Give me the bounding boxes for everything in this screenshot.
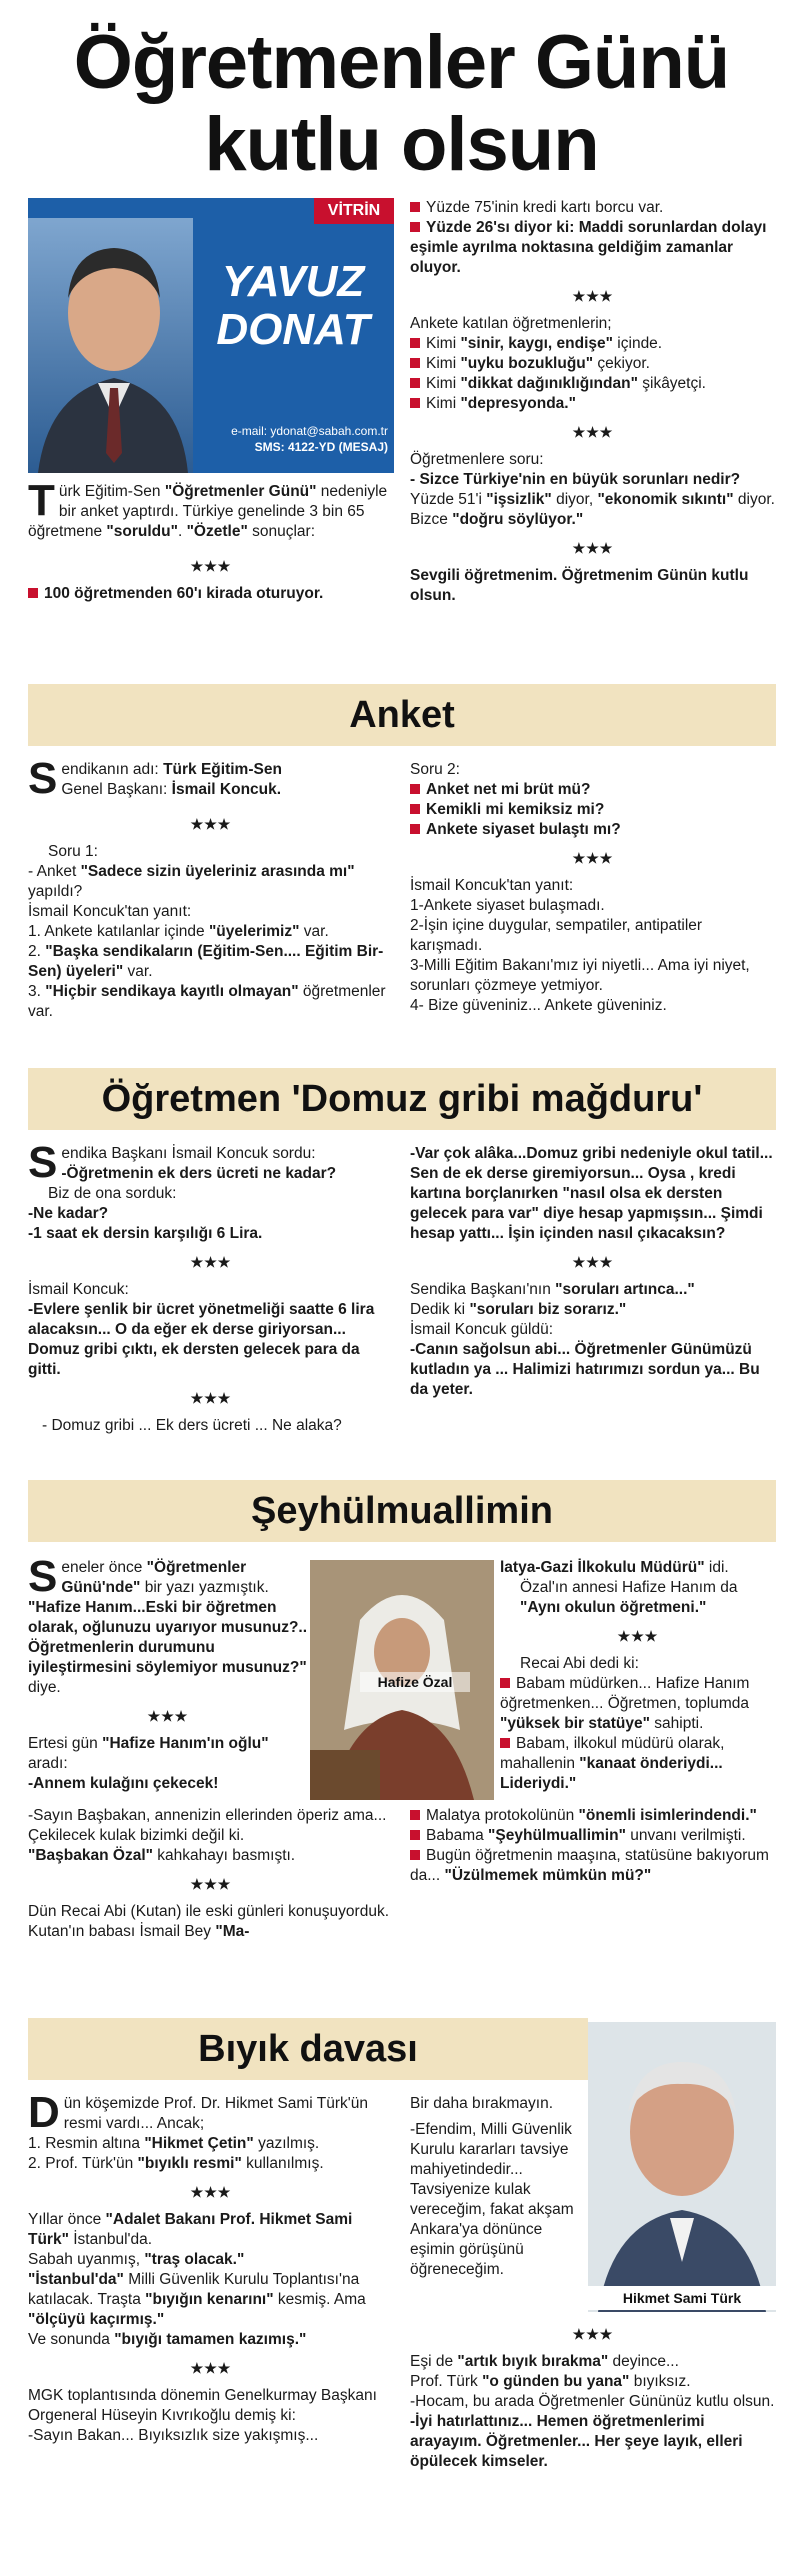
paragraph: Soru 1: [48, 843, 98, 860]
seyh-right-column-wide [410, 1806, 776, 1886]
paragraph: 1. Resmin altına "Hikmet Çetin" yazılmış. [28, 2135, 320, 2152]
paragraph: -Var çok alâka...Domuz gribi nedeniyle okul tatil... Sen de ek derse giremiyorsun... Oysa , kredi kartına borçlanırken "nasıl olsa ek dersten gelecek para var" diye hesap yapmışsın... Şimdi hesap yattı... İşin içinden nasıl çıkacaksın? [410, 1145, 773, 1242]
separator-stars: ★★★ [190, 558, 232, 574]
paragraph: İsmail Koncuk güldü: [410, 1321, 554, 1338]
columnist-sms: SMS: 4122-YD (MESAJ) [254, 440, 388, 454]
paragraph: Dün Recai Abi (Kutan) ile eski günleri konuşuyorduk. Kutan'ın babası İsmail Bey "Ma- [28, 1903, 389, 1940]
paragraph: 3. "Hiçbir sendikaya kayıtlı olmayan" öğretmenler var. [28, 983, 386, 1020]
paragraph: -Sayın Başbakan, annenizin ellerinden öperiz ama... Çekilecek kulak bizimki değil ki. [28, 1807, 387, 1844]
bullet-item: Anket net mi brüt mü? [410, 780, 776, 800]
anket-left-column [28, 754, 394, 1022]
paragraph: Öğretmenlere soru: [410, 451, 544, 468]
paragraph: Biz de ona sorduk: [48, 1185, 177, 1202]
paragraph: Sevgili öğretmenim. Öğretmenim Günün kutlu olsun. [410, 567, 749, 604]
section-title-domuz: Öğretmen 'Domuz gribi mağduru' [28, 1068, 776, 1130]
separator-stars: ★★★ [572, 1254, 614, 1270]
separator-stars: ★★★ [190, 1390, 232, 1406]
paragraph: Prof. Türk "o günden bu yana" bıyıksız. [410, 2373, 691, 2390]
paragraph: - Domuz gribi ... Ek ders ücreti ... Ne alaka? [42, 1417, 342, 1434]
paragraph: "İstanbul'da" Milli Güvenlik Kurulu Toplantısı'na katılacak. Traşta "bıyığın kenarını" kesmiş. Ama "ölçüyü kaçırmış." [28, 2271, 366, 2328]
separator-stars: ★★★ [147, 1708, 189, 1724]
separator-stars: ★★★ [572, 288, 614, 304]
paragraph: Ankete katılan öğretmenlerin; [410, 315, 612, 332]
paragraph: - Anket "Sadece sizin üyeleriniz arasında mı" yapıldı? [28, 863, 355, 900]
paragraph: 2-İşin içine duygular, sempatiler, antipatiler karışmadı. [410, 917, 703, 954]
bullet-item: Babam müdürken... Hafize Hanım öğretmenken... Öğretmen, toplumda "yüksek bir statüye" sahipti. [500, 1675, 750, 1732]
paragraph: Eşi de "artık bıyık bırakma" deyince... [410, 2353, 679, 2370]
paragraph: latya-Gazi İlkokulu Müdürü" idi. [500, 1559, 729, 1576]
paragraph: Yıllar önce "Adalet Bakanı Prof. Hikmet Sami Türk" İstanbul'da. [28, 2211, 353, 2248]
domuz-right-column [410, 1144, 776, 1400]
separator-stars: ★★★ [572, 424, 614, 440]
bullet-item: Kimi "depresyonda." [410, 394, 776, 414]
bullet-item: Bugün öğretmenin maaşına, statüsüne bakıyorum da... "Üzülmemek mümkün mü?" [410, 1847, 769, 1884]
biyik-right-column [410, 2324, 776, 2472]
bullet-item: 100 öğretmenden 60'ı kirada oturuyor. [28, 584, 394, 604]
paragraph: MGK toplantısında dönemin Genelkurmay Başkanı Orgeneral Hüseyin Kıvrıkoğlu demiş ki: [28, 2387, 377, 2424]
paragraph: Ertesi gün "Hafize Hanım'ın oğlu" aradı: [28, 1735, 269, 1772]
paragraph: 2. "Başka sendikaların (Eğitim-Sen.... Eğitim Bir-Sen) üyeleri" var. [28, 943, 384, 980]
paragraph: İsmail Koncuk'tan yanıt: [28, 903, 192, 920]
paragraph: Sendika Başkanı İsmail Koncuk sordu: -Öğretmenin ek ders ücreti ne kadar? [28, 1138, 337, 1187]
columnist-box [28, 198, 394, 473]
paragraph: Yüzde 51'i "işsizlik" diyor, "ekonomik sıkıntı" diyor. Bizce "doğru söylüyor." [410, 491, 775, 528]
paragraph: Sendikanın adı: Türk Eğitim-Sen Genel Başkanı: İsmail Koncuk. [28, 754, 282, 803]
intro-column [28, 476, 394, 604]
seyh-left-column-wide [28, 1806, 394, 1942]
bullet-item: Kimi "sinir, kaygı, endişe" içinde. [410, 334, 776, 354]
paragraph: "Başbakan Özal" kahkahayı basmıştı. [28, 1847, 296, 1864]
headline-line2: kutlu olsun [204, 102, 599, 187]
bullet-item: Ankete siyaset bulaştı mı? [410, 820, 776, 840]
paragraph: İsmail Koncuk: [28, 1281, 129, 1298]
paragraph: -Sayın Bakan... Bıyıksızlık size yakışmış... [28, 2427, 319, 2444]
separator-stars: ★★★ [190, 1254, 232, 1270]
paragraph: 4- Bize güveniniz... Ankete güveniniz. [410, 997, 667, 1014]
bullet-item: Kimi "uyku bozukluğu" çekiyor. [410, 354, 776, 374]
paragraph: "Hafize Hanım...Eski bir öğretmen olarak, oğlunuzu uyarıyor musunuz?.. Öğretmenlerin durumunu iyileştirmesini söylemiyor musunuz?" diye. [28, 1599, 308, 1696]
paragraph: Recai Abi dedi ki: [520, 1655, 639, 1672]
paragraph: İsmail Koncuk'tan yanıt: [410, 877, 574, 894]
separator-stars: ★★★ [190, 1876, 232, 1892]
paragraph: Bir daha bırakmayın. [410, 2095, 554, 2112]
paragraph: -Canın sağolsun abi... Öğretmenler Günümüzü kutladın ya ... Halimizi hatırımızı sordun ya... Bu da yeter. [410, 1341, 760, 1398]
photo-caption: Hikmet Sami Türk [588, 2286, 776, 2310]
vitrin-label: VİTRİN [314, 198, 394, 224]
section-title-biyik: Bıyık davası [28, 2018, 588, 2080]
separator-stars: ★★★ [572, 2326, 614, 2342]
paragraph: Sendika Başkanı'nın "soruları artınca..." [410, 1281, 695, 1298]
headline [0, 22, 803, 186]
bullet-item: Malatya protokolünün "önemli isimlerindendi." [410, 1806, 776, 1826]
paragraph: -Evlere şenlik bir ücret yönetmeliği saatte 6 lira alacaksın... O da eğer ek derse giriyorsan... Domuz gribi çıktı, ek dersten gelecek para da gitti. [28, 1301, 375, 1378]
paragraph: -Ne kadar? [28, 1205, 109, 1222]
paragraph: Dün köşemizde Prof. Dr. Hikmet Sami Türk'ün resmi vardı... Ancak; [28, 2088, 368, 2137]
bullet-item: Babam, ilkokul müdürü olarak, mahallenin "kanaat önderiydi... Lideriydi." [500, 1735, 725, 1792]
paragraph: Ve sonunda "bıyığı tamamen kazımış." [28, 2331, 307, 2348]
section-title-seyh: Şeyhülmuallimin [28, 1480, 776, 1542]
intro-paragraph: Türk Eğitim-Sen "Öğretmenler Günü" nedeniyle bir anket yaptırdı. Türkiye genelinde 3 bin 65 öğretmene "soruldu". "Özetle" sonuçlar: [28, 476, 388, 540]
photo-caption: Hafize Özal [360, 1672, 470, 1692]
bullet-item: Yüzde 26'sı diyor ki: Maddi sorunlardan dolayı eşimle ayrılma noktasına geldiğim zamanlar oluyor. [410, 219, 767, 276]
paragraph: -Hocam, bu arada Öğretmenler Gününüz kutlu olsun. [410, 2393, 775, 2410]
paragraph: - Sizce Türkiye'nin en büyük sorunları nedir? [410, 471, 741, 488]
survey-results-column [410, 198, 776, 606]
seyh-right-column [500, 1558, 776, 1794]
paragraph: -Annem kulağını çekecek! [28, 1775, 219, 1792]
hikmet-sami-turk-photo [588, 2022, 776, 2312]
separator-stars: ★★★ [190, 2360, 232, 2376]
domuz-left-column [28, 1138, 394, 1436]
elderly-man-illustration [588, 2022, 776, 2312]
paragraph: -İyi hatırlattınız... Hemen öğretmenlerimi arayayım. Öğretmenler... Her şeye layık, elleri öpülecek kimseler. [410, 2413, 743, 2470]
paragraph: 1. Ankete katılanlar içinde "üyelerimiz" var. [28, 923, 329, 940]
paragraph: Dedik ki "soruları biz sorarız." [410, 1301, 627, 1318]
section-title-anket: Anket [28, 684, 776, 746]
hafize-ozal-photo [310, 1560, 494, 1800]
paragraph: Özal'ın annesi Hafize Hanım da "Aynı okulun öğretmeni." [520, 1579, 738, 1616]
paragraph: -1 saat ek dersin karşılığı 6 Lira. [28, 1225, 263, 1242]
headline-line1: Öğretmenler Günü [73, 20, 730, 105]
anket-right-column [410, 760, 776, 1016]
separator-stars: ★★★ [572, 540, 614, 556]
separator-stars: ★★★ [190, 816, 232, 832]
separator-stars: ★★★ [190, 2184, 232, 2200]
paragraph: 3-Milli Eğitim Bakanı'mız iyi niyetli... Ama iyi niyet, sorunları çözmeye yetmiyor. [410, 957, 750, 994]
columnist-first-name: YAVUZ [221, 257, 365, 306]
bullet-item: Yüzde 75'inin kredi kartı borcu var. [410, 198, 776, 218]
separator-stars: ★★★ [617, 1628, 659, 1644]
columnist-email: e-mail: ydonat@sabah.com.tr [231, 424, 388, 438]
paragraph: Sabah uyanmış, "traş olacak." [28, 2251, 245, 2268]
bullet-item: Kemikli mi kemiksiz mi? [410, 800, 776, 820]
seyh-left-column [28, 1552, 308, 1794]
columnist-last-name: DONAT [216, 305, 370, 354]
portrait-illustration [28, 218, 193, 473]
paragraph: -Efendim, Milli Güvenlik Kurulu kararları tavsiye mahiyetindedir... Tavsiyenize kulak vereceğim, fakat akşam Ankara'ya dönünce eşimin görüşünü öğreneceğim. [410, 2121, 574, 2278]
biyik-mid-column [410, 2094, 580, 2280]
bullet-item: Kimi "dikkat dağınıklığından" şikâyetçi. [410, 374, 776, 394]
bullet-item: Babama "Şeyhülmuallimin" unvanı verilmişti. [410, 1826, 776, 1846]
separator-stars: ★★★ [572, 850, 614, 866]
biyik-left-column [28, 2088, 394, 2446]
paragraph: 1-Ankete siyaset bulaşmadı. [410, 897, 605, 914]
paragraph: Seneler önce "Öğretmenler Günü'nde" bir yazı yazmıştık. [28, 1552, 269, 1601]
bullet-square-icon [28, 588, 38, 598]
paragraph: 2. Prof. Türk'ün "bıyıklı resmi" kullanılmış. [28, 2155, 324, 2172]
paragraph: Soru 2: [410, 761, 460, 778]
columnist-photo [28, 218, 193, 473]
